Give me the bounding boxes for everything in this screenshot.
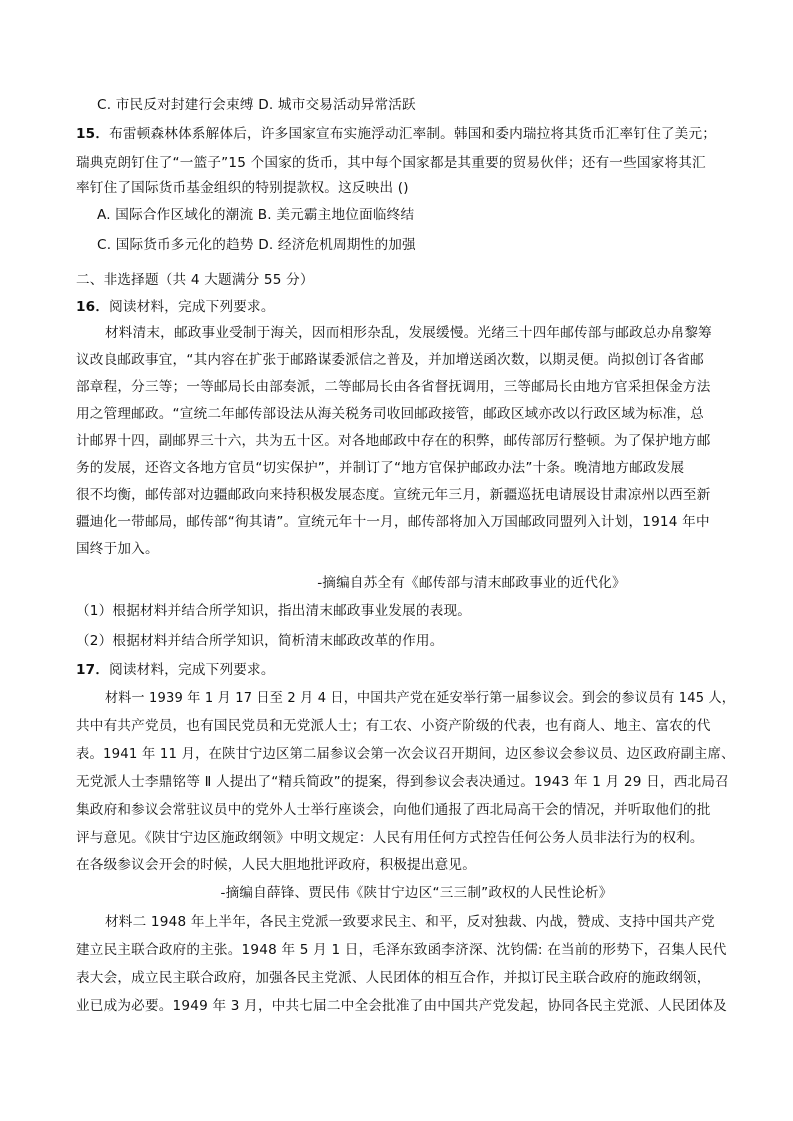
q15-number: 15．	[76, 126, 110, 142]
q15-options-cd: C. 国际货币多元化的趋势 D. 经济危机周期性的加强	[97, 237, 416, 253]
q17-material1-line: 无党派人士李鼎铭等 Ⅱ 人提出了“精兵简政”的提案，得到参议会表决通过。1943 年 1 月 29 日，西北局召	[76, 774, 729, 790]
q17-material1-line: 共中有共产党员，也有国民党员和无党派人士；有工农、小资产阶级的代表，也有商人、地主、富农的代	[76, 718, 711, 734]
q17-material2-line: 材料二 1948 年上半年，各民主党派一致要求民主、和平，反对独裁、内战，赞成、支持中国共产党	[105, 914, 715, 930]
q17-material1-line: 表。1941 年 11 月，在陕甘宁边区第二届参议会第一次会议召开期间，边区参议会参议员、边区政府副主席、	[76, 746, 735, 762]
q14-options-cd: C. 市民反对封建行会束缚 D. 城市交易活动异常活跃	[97, 97, 416, 113]
q15-line1	[76, 124, 716, 144]
q16-material-line: 国终于加入。	[76, 541, 159, 557]
q17-material1-line: 材料一 1939 年 1 月 17 日至 2 月 4 日，中国共产党在延安举行第一届参议会。到会的参议员有 145 人，	[105, 690, 736, 706]
q16-source: -摘编自苏全有《邮传部与清末邮政事业的近代化》	[317, 575, 626, 591]
q15-line2: 瑞典克朗钉住了“一篮子”15 个国家的货币，其中每个国家都是其重要的贸易伙伴；还有一些国家将其汇	[76, 155, 706, 171]
q17-material2-line: 表大会，成立民主联合政府，加强各民主党派、人民团体的相互合作，并拟订民主联合政府的施政纲领，	[76, 970, 711, 986]
q15-text-1: 布雷顿森林体系解体后，许多国家宣布实施浮动汇率制。韩国和委内瑞拉将其货币汇率钉住了美元；	[109, 126, 717, 142]
q17-material1-line: 在各级参议会开会的时候，人民大胆地批评政府，积极提出意见。	[76, 857, 477, 873]
q16-material-line: 很不均衡，邮传部对边疆邮政向来持积极发展态度。宣统元年三月，新疆巡抚电请展设甘肃凉州以西至新	[76, 487, 711, 503]
q16-material-line: 议改良邮政事宜，“其内容在扩张于邮路谋委派信之普及，并加增送函次数，以期灵便。尚拟创订各省邮	[76, 352, 704, 368]
q17-material1-line: 评与意见。《陕甘宁边区施政纲领》中明文规定：人民有用任何方式控告任何公务人员非法行为的权利。	[76, 830, 704, 846]
q16-material-line: 疆迪化一带邮局，邮传部“徇其请”。宣统元年十一月，邮传部将加入万国邮政同盟列入计划，1914 年中	[76, 514, 710, 530]
q16-heading	[76, 297, 275, 317]
q17-source1: -摘编自薛锋、贾民伟《陕甘宁边区“三三制”政权的人民性论析》	[220, 885, 613, 901]
q17-prompt: 阅读材料，完成下列要求。	[109, 662, 275, 678]
q17-number: 17．	[76, 662, 110, 678]
q17-heading	[76, 660, 275, 680]
q16-material-line: 计邮界十四，副邮界三十六，共为五十区。对各地邮政中存在的积弊，邮传部厉行整顿。为了保护地方邮	[76, 433, 711, 449]
q15-line3: 率钉住了国际货币基金组织的特别提款权。这反映出 ()	[76, 180, 409, 196]
q17-material2-line: 建立民主联合政府的主张。1948 年 5 月 1 日，毛泽东致函李济深、沈钧儒: 在当前的形势下，召集人民代	[76, 942, 727, 958]
q16-material-line: 用之管理邮政。“宣统二年邮传部设法从海关税务司收回邮政接管，邮政区域亦改以行政区域为标准，总	[76, 406, 704, 422]
q16-material-line: 材料清末，邮政事业受制于海关，因而相形杂乱，发展缓慢。光绪三十四年邮传部与邮政总办帛黎筹	[105, 325, 712, 341]
q16-prompt: 阅读材料，完成下列要求。	[109, 299, 275, 315]
q16-material-line: 部章程，分三等；一等邮局长由部奏派，二等邮局长由各省督抚调用，三等邮局长由地方官采担保金方法	[76, 379, 711, 395]
q15-options-ab: A. 国际合作区域化的潮流 B. 美元霸主地位面临终结	[97, 207, 415, 223]
q17-material1-line: 集政府和参议会常驻议员中的党外人士举行座谈会，向他们通报了西北局高干会的情况，并听取他们的批	[76, 802, 711, 818]
section2-title: 二、非选择题（共 4 大题满分 55 分）	[76, 272, 314, 288]
q17-material2-line: 业已成为必要。1949 年 3 月，中共七届二中全会批准了由中国共产党发起，协同各民主党派、人民团体及	[76, 998, 727, 1014]
q16-material-line: 务的发展，还咨文各地方官员“切实保护”，并制订了“地方官保护邮政办法”十条。晚清地方邮政发展	[76, 460, 685, 476]
q16-number: 16．	[76, 299, 110, 315]
q16-sub2: （2）根据材料并结合所学知识，简析清末邮政改革的作用。	[76, 633, 444, 649]
q16-sub1: （1）根据材料并结合所学知识，指出清末邮政事业发展的表现。	[76, 603, 472, 619]
